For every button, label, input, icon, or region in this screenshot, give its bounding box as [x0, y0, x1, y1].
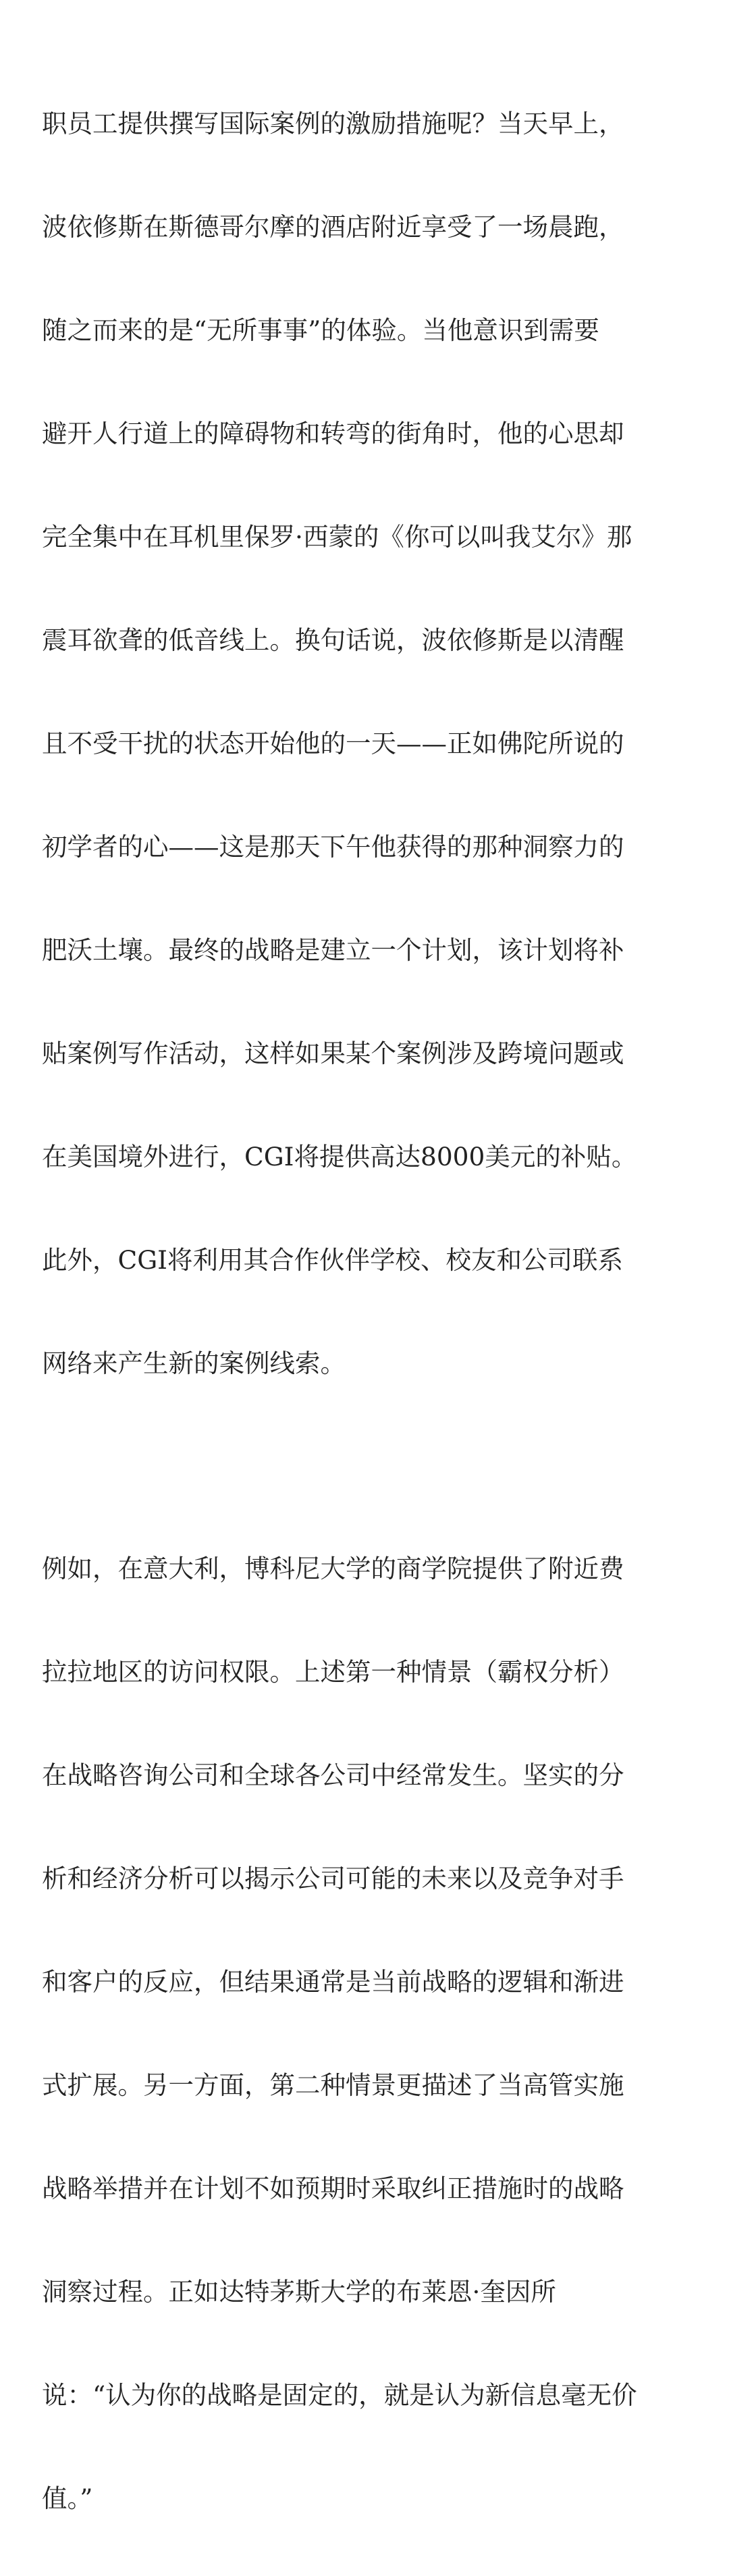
article-page [0, 0, 729, 1215]
text-line: 式扩展。另一方面，第二种情景更描述了当高管实施 [42, 2059, 690, 2111]
text-line: 值。” [42, 2473, 690, 2525]
text-line: 随之而来的是“无所事事”的体验。当他意识到需要 [42, 305, 690, 357]
text-line: 在战略咨询公司和全球各公司中经常发生。坚实的分 [42, 1750, 690, 1802]
text-line: 战略举措并在计划不如预期时采取纠正措施时的战略 [42, 2163, 690, 2215]
paragraph-2 [42, 1492, 690, 2576]
text-line: 波依修斯在斯德哥尔摩的酒店附近享受了一场晨跑， [42, 201, 690, 253]
paragraph-1 [42, 46, 690, 1441]
text-line: 避开人行道上的障碍物和转弯的街角时，他的心思却 [42, 408, 690, 460]
text-line: 在美国境外进行，CGI将提供高达8000美元的补贴。 [42, 1131, 690, 1183]
text-line: 完全集中在耳机里保罗·西蒙的《你可以叫我艾尔》那 [42, 511, 690, 563]
text-line: 例如，在意大利，博科尼大学的商学院提供了附近费 [42, 1543, 690, 1595]
text-line: 说：“认为你的战略是固定的，就是认为新信息毫无价 [42, 2369, 690, 2421]
text-line: 此外，CGI将利用其合作伙伴学校、校友和公司联系 [42, 1234, 690, 1286]
text-line: 拉拉地区的访问权限。上述第一种情景（霸权分析） [42, 1646, 690, 1698]
text-line: 且不受干扰的状态开始他的一天——正如佛陀所说的 [42, 718, 690, 770]
text-line: 网络来产生新的案例线索。 [42, 1338, 690, 1390]
text-line: 析和经济分析可以揭示公司可能的未来以及竞争对手 [42, 1853, 690, 1905]
text-line: 肥沃土壤。最终的战略是建立一个计划，该计划将补 [42, 924, 690, 976]
text-line: 洞察过程。正如达特茅斯大学的布莱恩·奎因所 [42, 2266, 690, 2318]
text-line: 贴案例写作活动，这样如果某个案例涉及跨境问题或 [42, 1028, 690, 1080]
text-line: 初学者的心——这是那天下午他获得的那种洞察力的 [42, 821, 690, 873]
text-line: 和客户的反应，但结果通常是当前战略的逻辑和渐进 [42, 1956, 690, 2008]
text-line: 震耳欲聋的低音线上。换句话说，波依修斯是以清醒 [42, 614, 690, 666]
text-line: 职员工提供撰写国际案例的激励措施呢？当天早上， [42, 98, 690, 150]
